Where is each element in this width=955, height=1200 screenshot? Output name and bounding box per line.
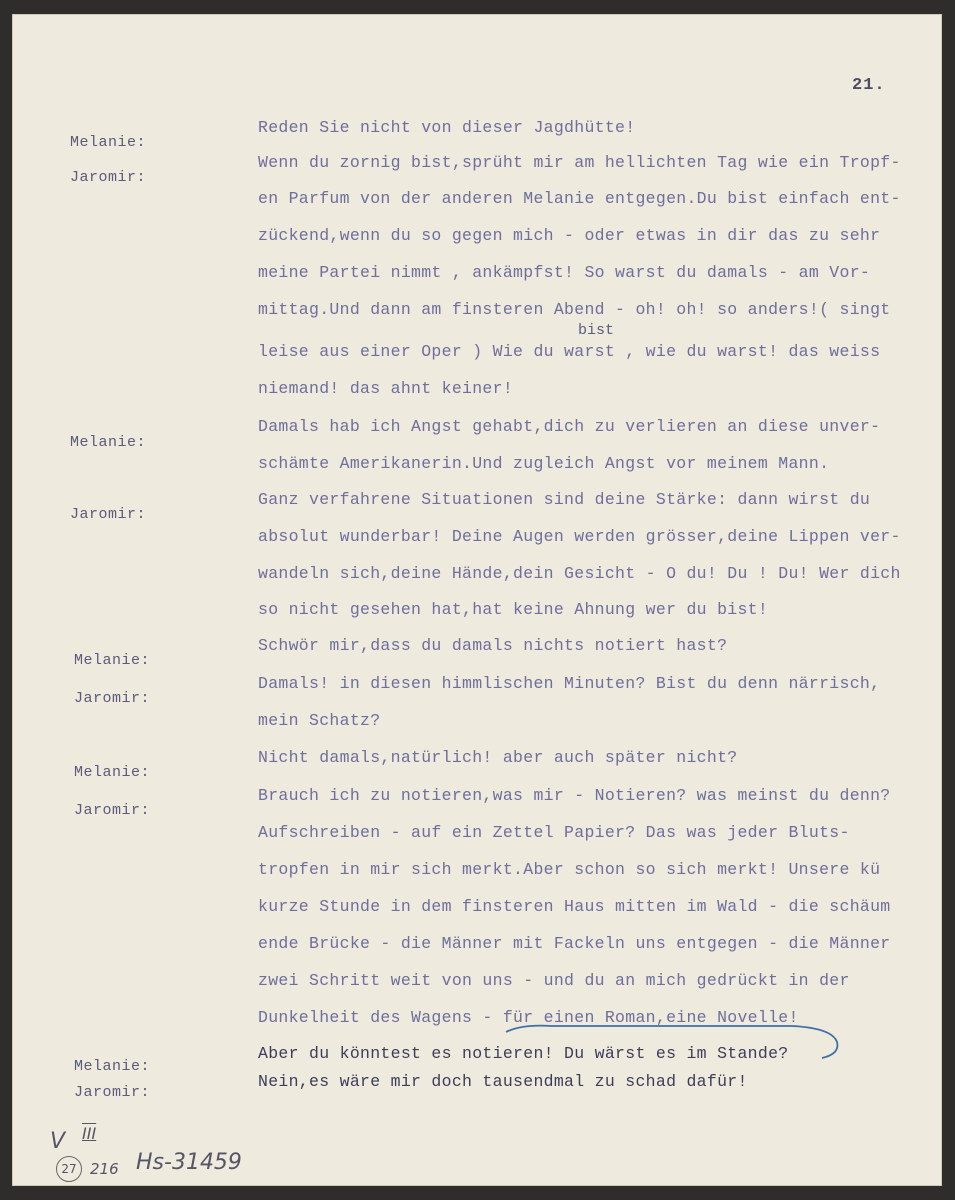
dialogue-line: meine Partei nimmt , ankämpfst! So warst du damals - am Vor- — [258, 263, 871, 282]
speaker-label: Jaromir: — [74, 1084, 151, 1101]
dialogue-line: tropfen in mir sich merkt.Aber schon so sich merkt! Unsere kü — [258, 860, 881, 879]
dialogue-line: Wenn du zornig bist,sprüht mir am hellichten Tag wie ein Tropf- — [258, 153, 901, 172]
dialogue-line: en Parfum von der anderen Melanie entgegen.Du bist einfach ent- — [258, 189, 901, 208]
dialogue-line: Nein,es wäre mir doch tausendmal zu schad dafür! — [258, 1072, 748, 1091]
dialogue-line: Aber du könntest es notieren! Du wärst es im Stande? — [258, 1044, 789, 1063]
dialogue-line: wandeln sich,deine Hände,dein Gesicht - O du! Du ! Du! Wer dich — [258, 564, 901, 583]
dialogue-line: niemand! das ahnt keiner! — [258, 379, 514, 398]
pencil-underline-mark — [492, 1014, 872, 1074]
dialogue-line: Ganz verfahrene Situationen sind deine Stärke: dann wirst du — [258, 490, 871, 509]
dialogue-line: Nicht damals,natürlich! aber auch später nicht? — [258, 748, 738, 767]
dialogue-line: absolut wunderbar! Deine Augen werden grösser,deine Lippen ver- — [258, 527, 901, 546]
circled-number: 27 — [56, 1156, 82, 1182]
speaker-label: Jaromir: — [70, 169, 147, 186]
dialogue-line: Schwör mir,dass du damals nichts notiert hast? — [258, 636, 728, 655]
dialogue-line: Brauch ich zu notieren,was mir - Notieren? was meinst du denn? — [258, 786, 891, 805]
speaker-label: Melanie: — [74, 764, 151, 781]
speaker-label: Melanie: — [74, 652, 151, 669]
speaker-label: Jaromir: — [74, 690, 151, 707]
archive-signature: Hs-31459 — [136, 1150, 242, 1175]
dialogue-line: Dunkelheit des Wagens - für einen Roman,eine Novelle! — [258, 1008, 799, 1027]
speaker-label: Melanie: — [70, 134, 147, 151]
dialogue-line: Aufschreiben - auf ein Zettel Papier? Das was jeder Bluts- — [258, 823, 850, 842]
dialogue-line: Damals! in diesen himmlischen Minuten? Bist du denn närrisch, — [258, 674, 881, 693]
dialogue-line: zückend,wenn du so gegen mich - oder etwas in dir das zu sehr — [258, 226, 881, 245]
handwritten-volume: V — [50, 1129, 66, 1154]
page-number: 21. — [852, 76, 886, 95]
handwritten-roman: III — [82, 1124, 97, 1143]
speaker-label: Melanie: — [70, 434, 147, 451]
handwritten-number: 216 — [90, 1160, 119, 1178]
dialogue-line: zwei Schritt weit von uns - und du an mich gedrückt in der — [258, 971, 850, 990]
speaker-label: Jaromir: — [74, 802, 151, 819]
inserted-word: bist — [578, 322, 615, 339]
typescript-page — [12, 14, 942, 1186]
dialogue-line: leise aus einer Oper ) Wie du warst , wie du warst! das weiss — [258, 342, 881, 361]
dialogue-line: mittag.Und dann am finsteren Abend - oh! oh! so anders!( singt — [258, 300, 891, 319]
dialogue-line: Reden Sie nicht von dieser Jagdhütte! — [258, 118, 636, 137]
speaker-label: Melanie: — [74, 1058, 151, 1075]
dialogue-line: Damals hab ich Angst gehabt,dich zu verlieren an diese unver- — [258, 417, 881, 436]
dialogue-line: so nicht gesehen hat,hat keine Ahnung wer du bist! — [258, 600, 769, 619]
dialogue-line: mein Schatz? — [258, 711, 381, 730]
dialogue-line: schämte Amerikanerin.Und zugleich Angst vor meinem Mann. — [258, 454, 830, 473]
speaker-label: Jaromir: — [70, 506, 147, 523]
dialogue-line: kurze Stunde in dem finsteren Haus mitten im Wald - die schäum — [258, 897, 891, 916]
dialogue-line: ende Brücke - die Männer mit Fackeln uns entgegen - die Männer — [258, 934, 891, 953]
